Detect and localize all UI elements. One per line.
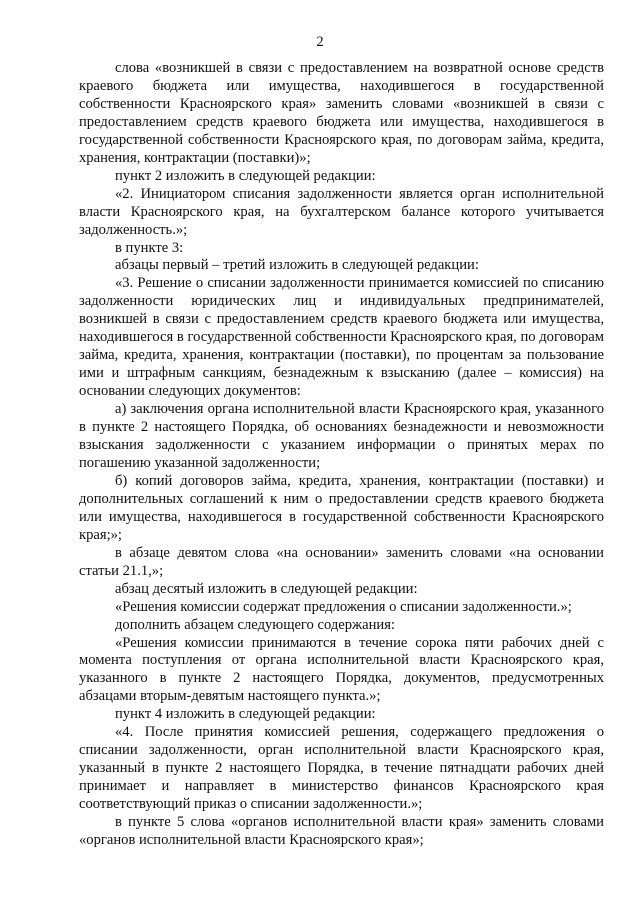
document-body <box>79 60 604 850</box>
paragraph: абзац десятый изложить в следующей редакции: <box>115 580 418 597</box>
paragraph: б) копий договоров займа, кредита, хранения, контрактации (поставки) и дополнительных соглашений к ним о предоставлении средств краевого бюджета или имущества, находившегося в государственной собственности Красноярского края;»; <box>79 472 604 543</box>
paragraph: «Решения комиссии содержат предложения о списании задолженности.»; <box>115 598 572 615</box>
paragraph: пункт 2 изложить в следующей редакции: <box>115 167 376 184</box>
paragraph: в пункте 5 слова «органов исполнительной власти края» заменить словами «органов исполнительной власти Красноярского края»; <box>79 814 604 848</box>
paragraph: слова «возникшей в связи с предоставлением на возвратной основе средств краевого бюджета или имущества, находившегося в государственной собственности Красноярского края» заменить словами «возникшей в связи с предоставлением средств краевого бюджета или имущества, находившегося в государственной собственности Красноярского края, по договорам займа, кредита, хранения, контрактации (поставки)»; <box>79 60 604 166</box>
paragraph: «4. После принятия комиссией решения, содержащего предложения о списании задолженности, орган исполнительной власти Красноярского края, указанный в пункте 2 настоящего Порядка, в течение пятнадцати рабочих дней принимает и направляет в министерство финансов Красноярского края соответствующий приказ о списании задолженности.»; <box>79 724 604 813</box>
paragraph: пункт 4 изложить в следующей редакции: <box>115 706 376 723</box>
paragraph: в абзаце девятом слова «на основании» заменить словами «на основании статьи 21.1,»; <box>79 544 604 579</box>
paragraph: «3. Решение о списании задолженности принимается комиссией по списанию задолженности юридических лиц и индивидуальных предпринимателей, возникшей в связи с предоставлением средств краевого бюджета или имущества, находившегося в государственной собственности Красноярского края, по договорам займа, кредита, хранения, контрактации (поставки), по процентам за пользование ими и штрафным санкциям, безнадежным к взысканию (далее – комиссия) на основании следующих документов: <box>79 275 604 400</box>
paragraph: в пункте 3: <box>115 239 184 256</box>
paragraph: а) заключения органа исполнительной власти Красноярского края, указанного в пункте 2 настоящего Порядка, об основаниях безнадежности и невозможности взыскания задолженности с указанием информации о принятых мерах по погашению указанной задолженности; <box>79 401 604 471</box>
paragraph: дополнить абзацем следующего содержания: <box>115 616 395 633</box>
page-number: 2 <box>316 34 324 50</box>
paragraph: «2. Инициатором списания задолженности является орган исполнительной власти Красноярского края, на бухгалтерском балансе которого учитывается задолженность.»; <box>79 185 604 238</box>
paragraph: абзацы первый – третий изложить в следующей редакции: <box>115 257 479 274</box>
paragraph: «Решения комиссии принимаются в течение сорока пяти рабочих дней с момента поступления от органа исполнительной власти Красноярского края, указанного в пункте 2 настоящего Порядка, документов, предусмотренных абзацами вторым-девятым настоящего пункта.»; <box>79 634 604 705</box>
